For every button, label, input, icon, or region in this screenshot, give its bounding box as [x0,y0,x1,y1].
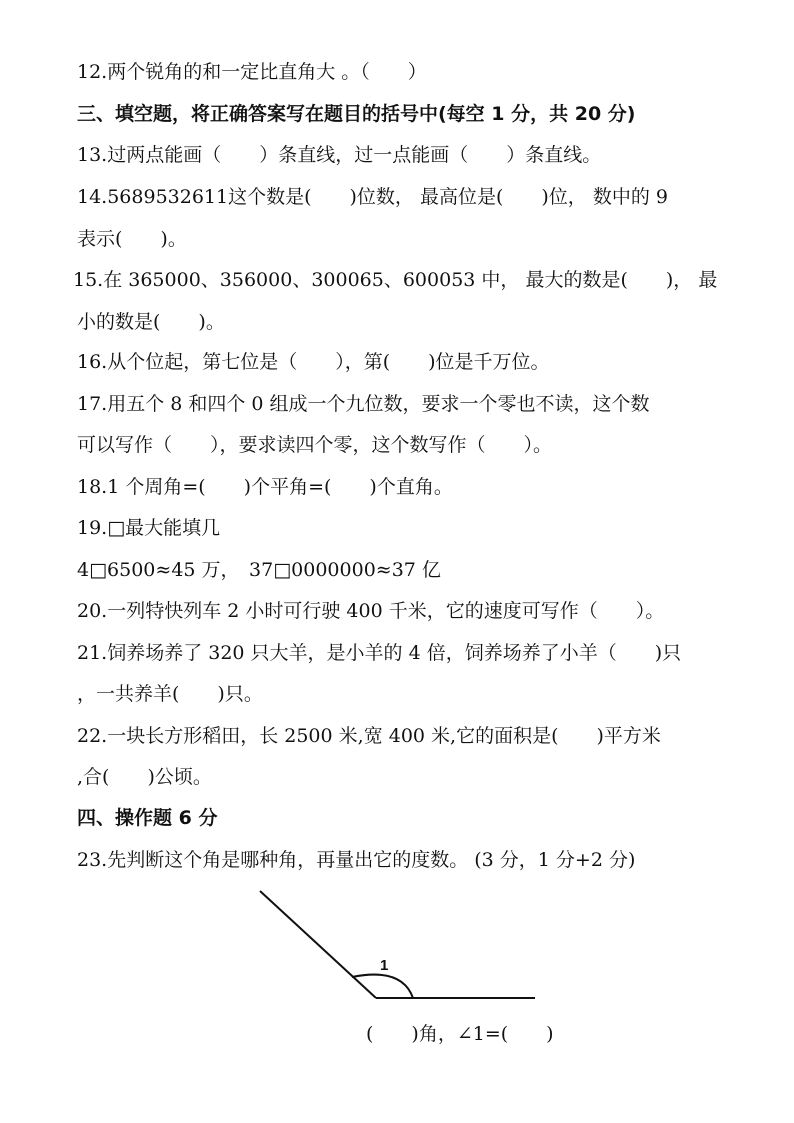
question-18: 18.1 个周角=( )个平角=( )个直角。 [77,476,453,498]
question-17-line-2: 可以写作（ ），要求读四个零，这个数写作（ ）。 [77,434,553,456]
question-21-line-1: 21.饲养场养了 320 只大羊，是小羊的 4 倍，饲养场养了小羊（ )只 [77,642,682,664]
angle-arc [352,975,413,998]
question-19-line-1: 19.□最大能填几 [77,517,221,539]
figure-caption: ( )角，∠1=( ) [366,1023,554,1045]
question-19-line-2: 4□6500≈45 万， 37□0000000≈37 亿 [77,559,441,581]
question-20: 20.一列特快列车 2 小时可行驶 400 千米，它的速度可写作（ ）。 [77,600,665,622]
angle-figure [250,885,550,1015]
question-22-line-2: ,合( )公顷。 [77,766,212,788]
section-4-heading: 四、操作题 6 分 [77,807,218,829]
question-17-line-1: 17.用五个 8 和四个 0 组成一个九位数，要求一个零也不读，这个数 [77,393,650,415]
question-12: 12.两个锐角的和一定比直角大 。（ ） [77,61,427,83]
question-14-line-1: 14.5689532611这个数是( )位数， 最高位是( )位， 数中的 9 [77,186,668,208]
section-3-heading: 三、填空题，将正确答案写在题目的括号中(每空 1 分，共 20 分) [77,103,636,125]
question-21-line-2: ，一共养羊( )只。 [77,683,263,705]
question-16: 16.从个位起，第七位是（ ），第( )位是千万位。 [77,351,550,373]
question-22-line-1: 22.一块长方形稻田，长 2500 米,宽 400 米,它的面积是( )平方米 [77,725,661,747]
question-15-line-2: 小的数是( )。 [77,311,225,333]
angle-ray-upper [260,891,376,998]
question-14-line-2: 表示( )。 [77,228,187,250]
question-13: 13.过两点能画（ ）条直线，过一点能画（ ）条直线。 [77,144,602,166]
question-23: 23.先判断这个角是哪种角，再量出它的度数。 (3 分，1 分+2 分) [77,849,636,871]
angle-label: 1 [380,957,389,974]
question-15-line-1: 15.在 365000、356000、300065、600053 中， 最大的数是( )， 最 [73,269,718,291]
